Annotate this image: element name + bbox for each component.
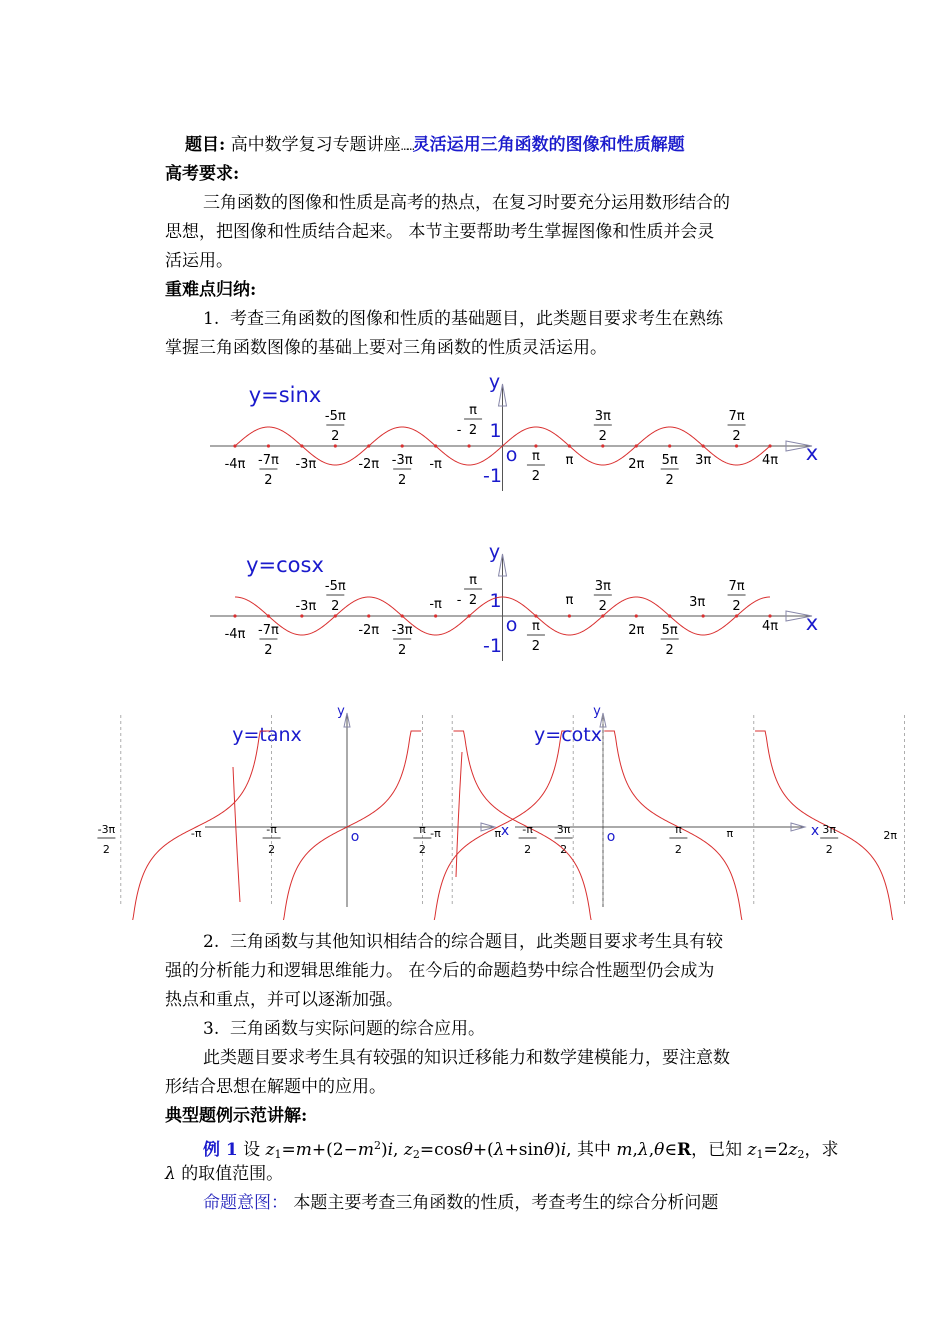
paragraph-line: 掌握三角函数图像的基础上要对三角函数的性质灵活运用。 bbox=[165, 338, 607, 358]
sin-neg-one: -1 bbox=[483, 465, 502, 487]
paragraph-line: 活运用。 bbox=[165, 251, 233, 271]
example-1-line-2: λ 的取值范围。 bbox=[165, 1164, 284, 1184]
sin-tick-dot bbox=[334, 444, 337, 447]
key-point-3: 3. 三角函数与实际问题的综合应用。 bbox=[203, 1019, 486, 1039]
key-point-2: 2. 三角函数与其他知识相结合的综合题目，此类题目要求考生具有较 bbox=[203, 932, 724, 952]
cos-tick-dot bbox=[233, 614, 236, 617]
sin-tick-neg4pi: -4π bbox=[224, 457, 246, 472]
sin-tick-neg3pi: -3π bbox=[295, 457, 317, 472]
sin-tick-2pi: 2π bbox=[628, 457, 645, 472]
sin-tick-neg7pi2-den: 2 bbox=[264, 473, 273, 488]
sin-tick-dot bbox=[635, 444, 638, 447]
sin-y-label: y bbox=[488, 371, 501, 393]
title-dots: …… bbox=[400, 142, 413, 152]
sin-tick-dot bbox=[434, 444, 437, 447]
cot-tick-num: 3π bbox=[822, 823, 837, 836]
cos-tick-dot bbox=[534, 614, 537, 617]
sin-tick-neg3pi2-num: -3π bbox=[391, 453, 413, 468]
cos-one: 1 bbox=[489, 590, 502, 612]
cot-tick: -π bbox=[430, 827, 441, 840]
tan-edge-branch bbox=[233, 767, 240, 902]
cos-title: y=cosx bbox=[246, 553, 324, 577]
sin-tick-5pi2-den: 2 bbox=[665, 473, 674, 488]
cot-tick-den: 2 bbox=[524, 843, 532, 856]
sin-tick-dot bbox=[267, 444, 270, 447]
cot-tick-num: -π bbox=[522, 823, 533, 836]
heading-gaokao: 高考要求: bbox=[165, 164, 240, 184]
sin-tick-dot bbox=[300, 444, 303, 447]
cos-tick-neg5pi2-num: -5π bbox=[324, 579, 346, 594]
tan-tick-den: 2 bbox=[268, 843, 276, 856]
cos-tick-4pi: 4π bbox=[761, 619, 779, 634]
tan-y-label: y bbox=[337, 704, 345, 719]
document-title: 题目: 高中数学复习专题讲座……灵活运用三角函数的图像和性质解题 bbox=[185, 135, 685, 155]
example-1-label: 例 1 bbox=[203, 1140, 238, 1160]
cos-tick-3pi2-num: 3π bbox=[594, 579, 611, 594]
sin-tick-dot bbox=[601, 444, 604, 447]
cos-tick-neg3pi: -3π bbox=[295, 599, 317, 614]
cos-tick-negpi2-den: 2 bbox=[468, 593, 478, 608]
title-topic: 灵活运用三角函数的图像和性质解题 bbox=[412, 135, 685, 155]
heading-key-points: 重难点归纳: bbox=[165, 280, 257, 300]
sin-tick-negpi2-den: 2 bbox=[468, 423, 478, 438]
cos-tick-5pi2-num: 5π bbox=[661, 623, 678, 638]
tan-tick-num: -π bbox=[266, 823, 277, 836]
cot-y-label: y bbox=[593, 704, 601, 719]
cos-tick-dot bbox=[768, 614, 771, 617]
cos-y-label: y bbox=[488, 541, 501, 563]
cos-tick-dot bbox=[434, 614, 437, 617]
cos-tick-2pi: 2π bbox=[628, 623, 645, 638]
sin-tick-dot bbox=[668, 444, 671, 447]
sin-tick-dot bbox=[768, 444, 771, 447]
tan-branch bbox=[424, 731, 572, 920]
tan-edge-branch bbox=[456, 752, 462, 877]
sin-tick-dot bbox=[467, 444, 470, 447]
tan-tick-den: 2 bbox=[418, 843, 426, 856]
paragraph-line: 三角函数的图像和性质是高考的热点，在复习时要充分运用数形结合的 bbox=[203, 193, 730, 213]
cos-tick-dot bbox=[601, 614, 604, 617]
sin-tick-7pi2-den: 2 bbox=[732, 429, 741, 444]
cos-tick-neg2pi: -2π bbox=[358, 623, 380, 638]
sin-tick-pi2-num: π bbox=[532, 449, 540, 464]
cos-tick-dot bbox=[267, 614, 270, 617]
tan-tick-num: -3π bbox=[97, 823, 116, 836]
cos-tick-dot bbox=[334, 614, 337, 617]
tan-tick: π bbox=[494, 827, 502, 840]
cos-tick-pi2-num: π bbox=[532, 619, 540, 634]
cos-tick-7pi2-num: 7π bbox=[728, 579, 745, 594]
sin-tick-5pi2-num: 5π bbox=[661, 453, 678, 468]
cos-tick-dot bbox=[668, 614, 671, 617]
paragraph-line: 思想，把图像和性质结合起来。 本节主要帮助考生掌握图像和性质并会灵 bbox=[165, 222, 715, 242]
sin-one: 1 bbox=[489, 420, 502, 442]
tan-tick-den: 2 bbox=[102, 843, 110, 856]
cos-tick-negpi: -π bbox=[429, 597, 442, 612]
cos-tick-dot bbox=[702, 614, 705, 617]
sin-origin: o bbox=[505, 444, 518, 466]
sin-tick-negpi2-num: π bbox=[469, 403, 477, 418]
sin-tick-pi2-den: 2 bbox=[531, 469, 541, 484]
sin-tick-neg3pi2-den: 2 bbox=[398, 473, 407, 488]
sin-tick-dot bbox=[568, 444, 571, 447]
sin-x-label: x bbox=[805, 441, 819, 465]
cos-x-label: x bbox=[805, 611, 819, 635]
tan-branch bbox=[122, 731, 270, 920]
paragraph-line: 热点和重点，并可以逐渐加强。 bbox=[165, 990, 403, 1010]
cos-tick-dot bbox=[367, 614, 370, 617]
sin-tick-3pi2-num: 3π bbox=[594, 409, 611, 424]
sin-tick-neg5pi2-num: -5π bbox=[324, 409, 346, 424]
tan-tick-num: 3π bbox=[556, 823, 571, 836]
intent-label: 命题意图： bbox=[203, 1193, 288, 1213]
sin-tick-3pi: 3π bbox=[695, 453, 712, 468]
cos-tick-neg7pi2-num: -7π bbox=[258, 623, 279, 638]
cos-tick-dot bbox=[467, 614, 470, 617]
cos-tick-3pi: 3π bbox=[689, 595, 706, 610]
trig-graphs-figure bbox=[0, 360, 950, 920]
cos-tick-negpi2-num: π bbox=[469, 573, 477, 588]
sin-tick-dot bbox=[735, 444, 738, 447]
cos-tick-5pi2-den: 2 bbox=[665, 643, 674, 658]
cos-tick-neg5pi2-den: 2 bbox=[331, 599, 340, 614]
sin-tick-negpi2-sign: - bbox=[456, 423, 462, 438]
cos-tick-dot bbox=[300, 614, 303, 617]
sin-tick-neg2pi: -2π bbox=[358, 457, 380, 472]
tan-tick-num: π bbox=[419, 823, 426, 836]
cos-tick-neg7pi2-den: 2 bbox=[264, 643, 273, 658]
tan-x-label: x bbox=[500, 823, 510, 839]
cos-neg-one: -1 bbox=[483, 635, 502, 657]
sin-tick-dot bbox=[702, 444, 705, 447]
cos-tick-neg4pi: -4π bbox=[224, 627, 246, 642]
sin-title: y=sinx bbox=[248, 383, 322, 407]
cos-tick-pi: π bbox=[565, 593, 574, 608]
sin-tick-dot bbox=[233, 444, 236, 447]
key-point-1: 1. 考查三角函数的图像和性质的基础题目，此类题目要求考生在熟练 bbox=[203, 309, 724, 329]
title-label: 题目 bbox=[185, 135, 219, 155]
sin-tick-7pi2-num: 7π bbox=[728, 409, 745, 424]
cot-tick-den: 2 bbox=[674, 843, 682, 856]
cot-x-label: x bbox=[810, 823, 820, 839]
heading-examples: 典型题例示范讲解: bbox=[165, 1106, 308, 1126]
cot-tick-num: π bbox=[675, 823, 682, 836]
example-1: 例 1 设 $z_1=m+(2-m^2)i$, $z_2=\cos\theta+(\lambda+\sin\theta)i$, 其中 m,λ,θ∈R，已知 $z_1=2z_2$，求 bbox=[203, 1139, 839, 1161]
sin-tick-dot bbox=[534, 444, 537, 447]
cos-tick-neg3pi2-num: -3π bbox=[391, 623, 413, 638]
sin-tick-neg5pi2-den: 2 bbox=[331, 429, 340, 444]
example-1-intent: 命题意图： 本题主要考查三角函数的性质，考查考生的综合分析问题 bbox=[203, 1193, 719, 1213]
cos-tick-dot bbox=[401, 614, 404, 617]
cos-tick-dot bbox=[735, 614, 738, 617]
cot-tick: π bbox=[726, 827, 734, 840]
cos-origin: o bbox=[505, 614, 518, 636]
sin-tick-dot bbox=[367, 444, 370, 447]
paragraph-line: 强的分析能力和逻辑思维能力。 在今后的命题趋势中综合性题型仍会成为 bbox=[165, 961, 715, 981]
cos-tick-dot bbox=[568, 614, 571, 617]
cos-tick-neg3pi2-den: 2 bbox=[398, 643, 407, 658]
tan-tick: -π bbox=[190, 827, 202, 840]
cot-tick: 2π bbox=[883, 829, 898, 842]
tan-title: y=tanx bbox=[232, 724, 302, 746]
cot-title: y=cotx bbox=[534, 724, 602, 746]
sin-tick-dot bbox=[401, 444, 404, 447]
paragraph-line: 形结合思想在解题中的应用。 bbox=[165, 1077, 386, 1097]
tan-origin: o bbox=[350, 829, 360, 845]
cos-tick-pi2-den: 2 bbox=[531, 639, 541, 654]
cos-tick-negpi2-sign: - bbox=[456, 593, 462, 608]
sin-tick-4pi: 4π bbox=[761, 453, 779, 468]
cot-tick-den: 2 bbox=[825, 843, 833, 856]
cot-origin: o bbox=[606, 829, 616, 845]
paragraph-line: 此类题目要求考生具有较强的知识迁移能力和数学建模能力，要注意数 bbox=[203, 1048, 730, 1068]
tan-tick-den: 2 bbox=[560, 843, 568, 856]
cos-tick-7pi2-den: 2 bbox=[732, 599, 741, 614]
sin-tick-pi: π bbox=[565, 453, 574, 468]
sin-tick-negpi: -π bbox=[429, 457, 442, 472]
sin-tick-neg7pi2-num: -7π bbox=[258, 453, 279, 468]
cos-tick-3pi2-den: 2 bbox=[598, 599, 607, 614]
title-plain: 高中数学复习专题讲座 bbox=[230, 135, 401, 155]
sin-tick-3pi2-den: 2 bbox=[598, 429, 607, 444]
cos-tick-dot bbox=[635, 614, 638, 617]
